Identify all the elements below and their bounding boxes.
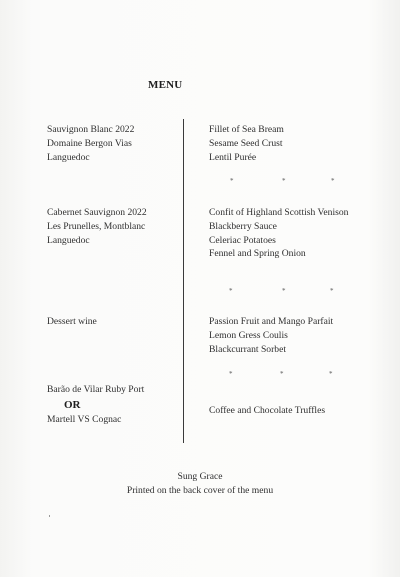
wine-region: Languedoc [47,151,90,163]
wine-producer: Les Prunelles, Montblanc [47,220,146,232]
wine-pairing-2 [47,206,147,247]
course-3-dish [209,315,333,356]
dish-line: Fillet of Sea Bream [209,124,284,135]
separator-star: * [229,287,233,295]
wine-name: Barão de Vilar Ruby Port [47,384,145,395]
separator-star: * [229,370,233,378]
course-separator-1 [0,176,400,186]
menu-footer [0,470,400,498]
footer-grace: Sung Grace [177,471,223,482]
dish-line: Passion Fruit and Mango Parfait [209,316,334,327]
course-1-dish [209,123,284,164]
dish-line: Confit of Highland Scottish Venison [209,207,349,218]
course-4-dish [209,404,325,418]
dish-line: Blackcurrant Sorbet [209,343,286,355]
separator-star: * [230,177,234,185]
separator-star: * [282,287,286,295]
wine-name: Cabernet Sauvignon 2022 [47,207,147,218]
wine-name: Dessert wine [47,316,97,327]
column-divider [183,119,184,443]
separator-star: * [282,177,286,185]
footer-note: Printed on the back cover of the menu [126,485,274,496]
separator-star: * [331,177,335,185]
dish-line: Lemon Gress Coulis [209,329,288,341]
dish-line: Coffee and Chocolate Truffles [209,405,326,416]
dish-line: Sesame Seed Crust [209,137,283,149]
course-separator-3 [0,369,400,379]
paper-speck [49,515,50,517]
wine-name: Sauvignon Blanc 2022 [47,124,135,135]
wine-pairing-3 [47,315,97,329]
separator-star: * [329,370,333,378]
dish-line: Celeriac Potatoes [209,234,276,246]
menu-title: MENU [148,79,183,91]
dish-line: Fennel and Spring Onion [209,248,306,260]
dish-line: Lentil Purée [209,151,257,163]
wine-region: Languedoc [47,234,90,246]
wine-name: Martell VS Cognac [47,413,122,425]
wine-producer: Domaine Bergon Vias [47,137,132,149]
separator-star: * [280,370,284,378]
or-label: OR [64,398,81,411]
wine-pairing-1 [47,123,134,164]
course-2-dish [209,206,348,261]
wine-pairing-4 [47,383,144,427]
separator-star: * [330,287,334,295]
dish-line: Blackberry Sauce [209,220,277,232]
course-separator-2 [0,286,400,296]
